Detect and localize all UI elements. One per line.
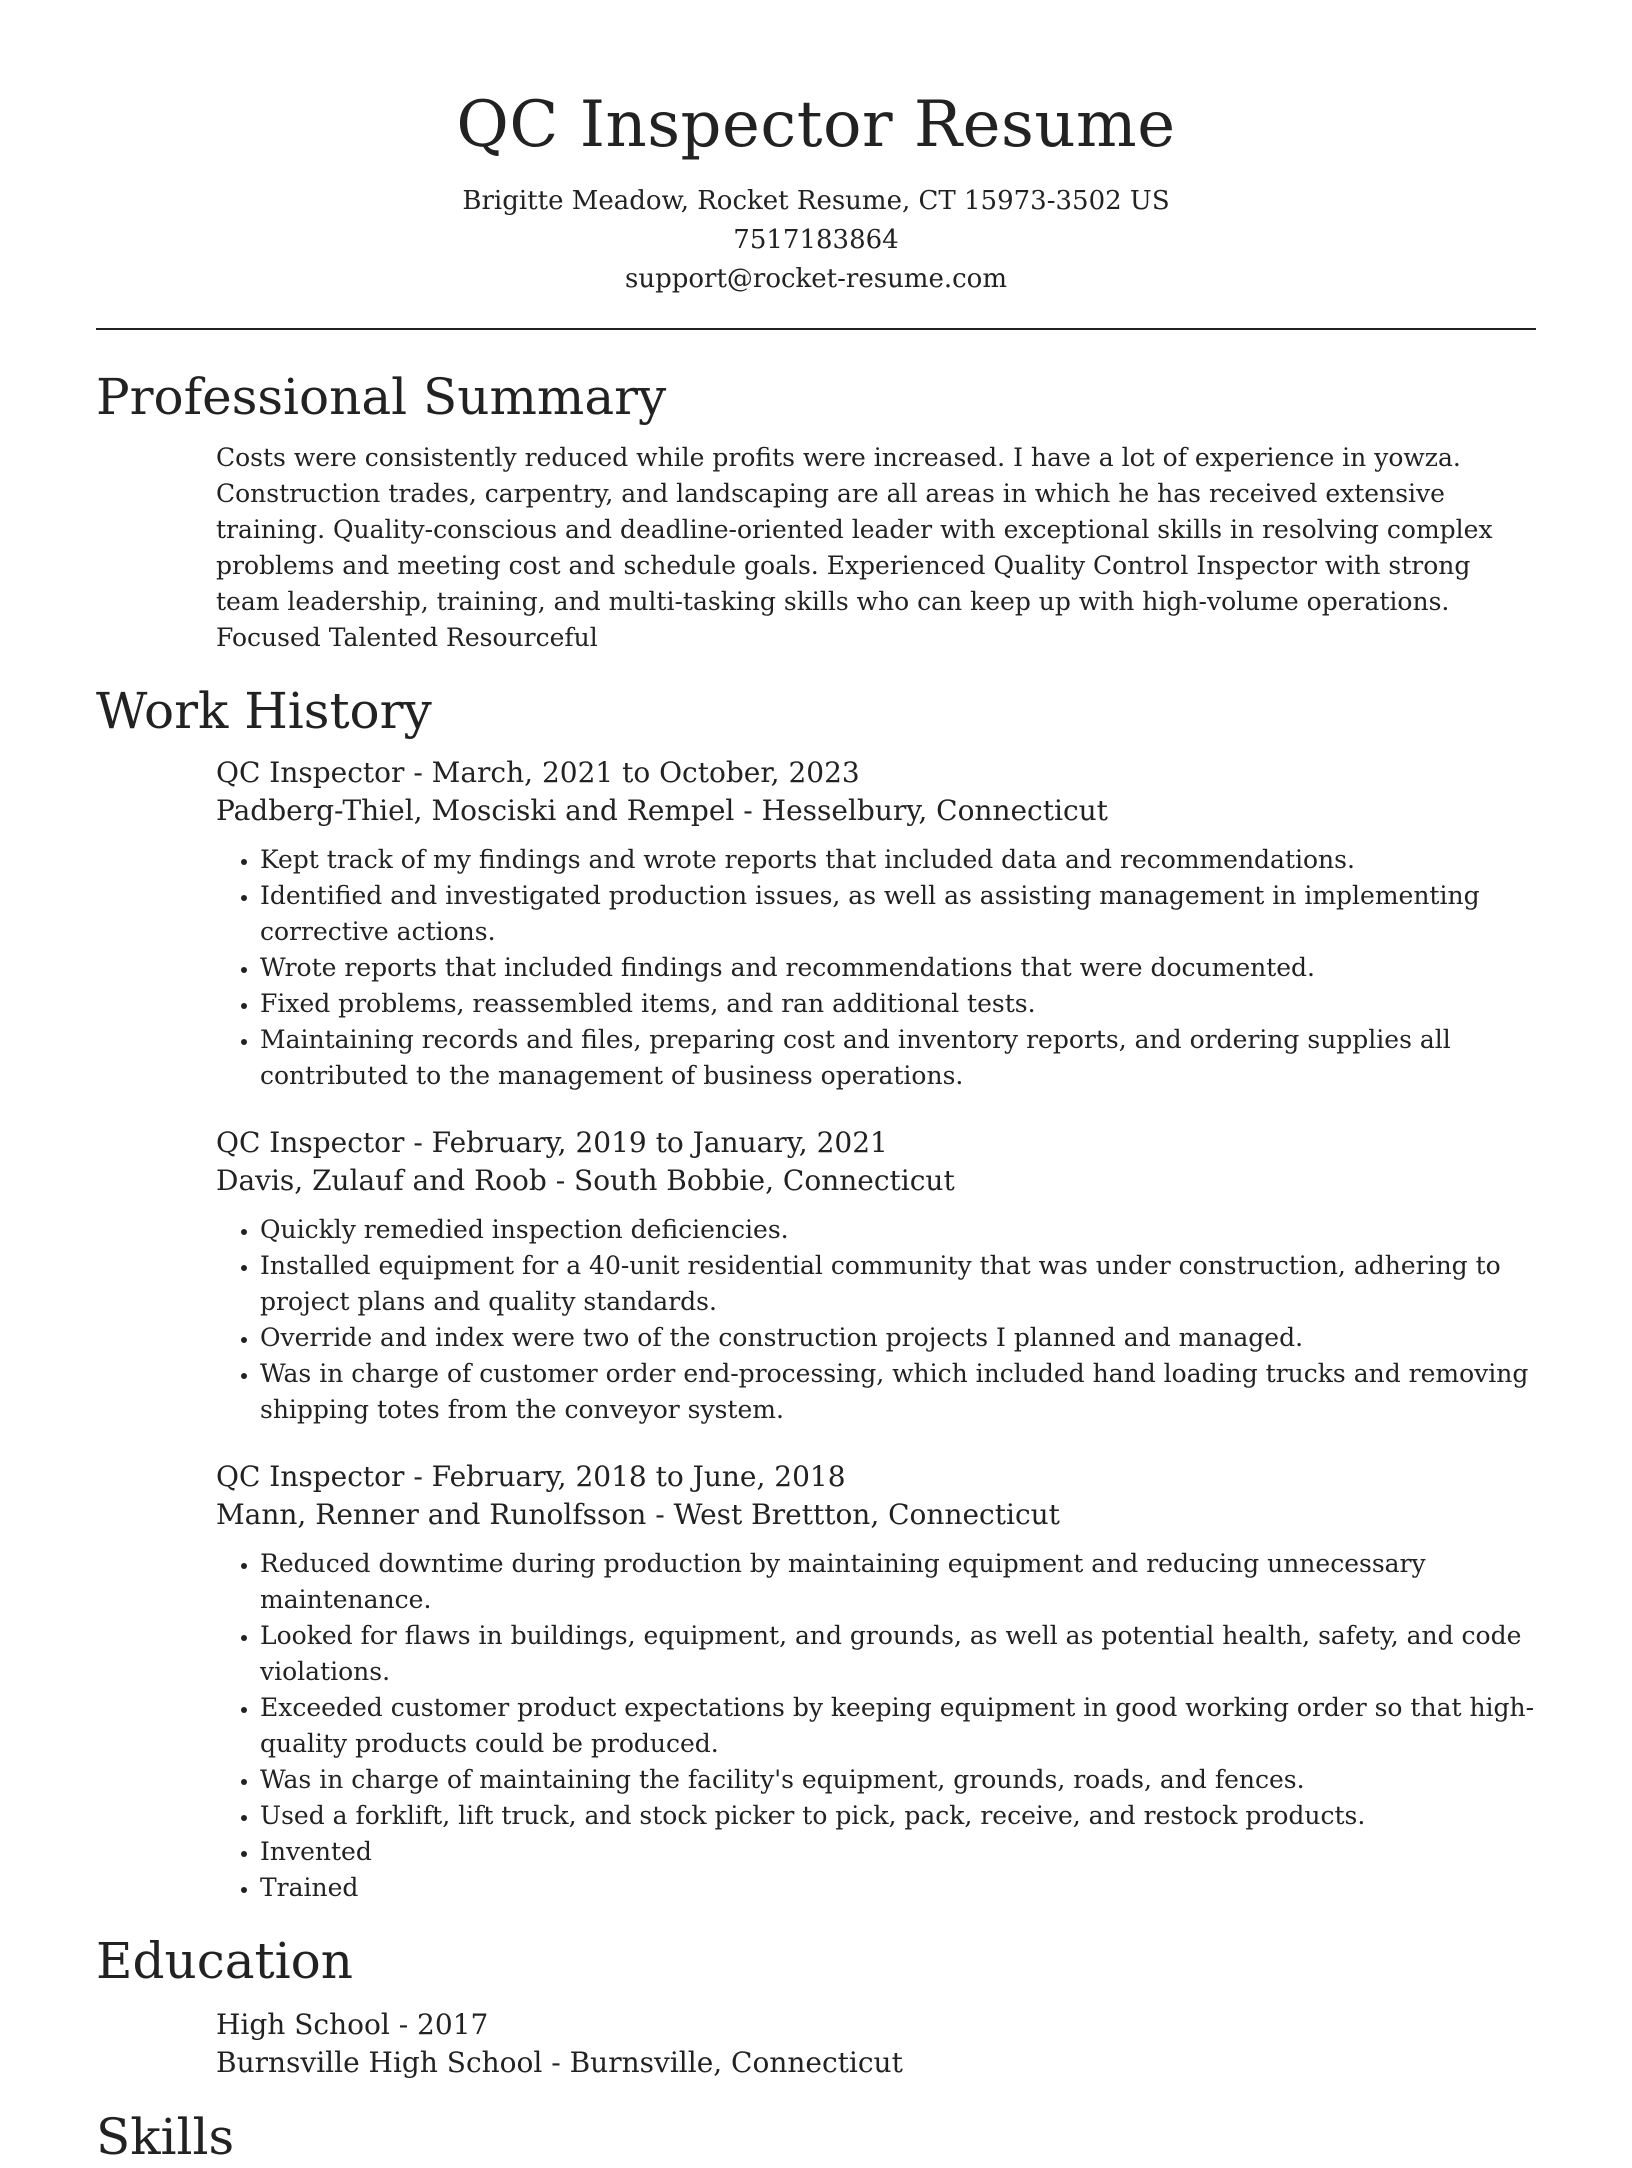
contact-email: support@rocket-resume.com xyxy=(624,264,1007,294)
contact-phone: 7517183864 xyxy=(733,225,899,255)
job-bullets xyxy=(216,1212,1536,1428)
bullet-item: • Installed equipment for a 40-unit residential community that was under construction, adhering to project plans and quality standards. xyxy=(260,1248,1536,1320)
education-entry xyxy=(216,2006,1536,2082)
resume-page xyxy=(96,0,1536,2168)
summary-body xyxy=(216,440,1536,656)
job-entry xyxy=(216,1458,1536,1906)
education-section xyxy=(96,1930,1536,2082)
summary-heading: Professional Summary xyxy=(96,368,667,426)
bullet-item: • Quickly remedied inspection deficiencies. xyxy=(260,1212,1536,1248)
bullet-item: • Was in charge of customer order end-processing, which included hand loading trucks and removing shipping totes from the conveyor system. xyxy=(260,1356,1536,1428)
job-bullets xyxy=(216,1546,1536,1906)
resume-header xyxy=(96,0,1536,299)
work-history-section xyxy=(96,680,1536,1906)
bullet-item: • Reduced downtime during production by maintaining equipment and reducing unnecessary maintenance. xyxy=(260,1546,1536,1618)
resume-title: QC Inspector Resume xyxy=(456,88,1176,162)
education-heading: Education xyxy=(96,1932,353,1990)
education-school: Burnsville High School - Burnsville, Connecticut xyxy=(216,2046,903,2079)
bullet-item: • Invented xyxy=(260,1834,1536,1870)
job-entry xyxy=(216,1124,1536,1428)
bullet-item: • Override and index were two of the construction projects I planned and managed. xyxy=(260,1320,1536,1356)
bullet-item: • Wrote reports that included findings and recommendations that were documented. xyxy=(260,950,1536,986)
skills-section xyxy=(96,2106,1536,2168)
job-bullets xyxy=(216,842,1536,1094)
bullet-item: • Looked for flaws in buildings, equipment, and grounds, as well as potential health, safety, and code violations. xyxy=(260,1618,1536,1690)
contact-address: Brigitte Meadow, Rocket Resume, CT 15973-3502 US xyxy=(462,186,1170,216)
job-company: Padberg-Thiel, Mosciski and Rempel - Hesselbury, Connecticut xyxy=(216,794,1108,827)
bullet-item: • Used a forklift, lift truck, and stock picker to pick, pack, receive, and restock products. xyxy=(260,1798,1536,1834)
bullet-item: • Identified and investigated production issues, as well as assisting management in implementing corrective actions. xyxy=(260,878,1536,950)
bullet-item: • Kept track of my findings and wrote reports that included data and recommendations. xyxy=(260,842,1536,878)
job-company: Mann, Renner and Runolfsson - West Brettton, Connecticut xyxy=(216,1498,1060,1531)
summary-text: Costs were consistently reduced while profits were increased. I have a lot of experience in yowza. Construction trades, carpentry, and landscaping are all areas in which he has received extensive training. Quality-conscious and deadline-oriented leader with exceptional skills in resolving complex problems and meeting cost and schedule goals. Experienced Quality Control Inspector with strong team leadership, training, and multi-tasking skills who can keep up with high-volume operations. Focused Talented Resourceful xyxy=(216,443,1493,652)
skills-heading: Skills xyxy=(96,2108,235,2166)
bullet-item: • Trained xyxy=(260,1870,1536,1906)
work-history-heading: Work History xyxy=(96,682,432,740)
job-title: QC Inspector - March, 2021 to October, 2023 xyxy=(216,756,860,789)
header-divider xyxy=(96,328,1536,330)
bullet-item: • Exceeded customer product expectations by keeping equipment in good working order so that high-quality products could be produced. xyxy=(260,1690,1536,1762)
summary-section xyxy=(96,366,1536,656)
bullet-item: • Maintaining records and files, preparing cost and inventory reports, and ordering supplies all contributed to the management of business operations. xyxy=(260,1022,1536,1094)
job-company: Davis, Zulauf and Roob - South Bobbie, Connecticut xyxy=(216,1164,955,1197)
bullet-item: • Was in charge of maintaining the facility's equipment, grounds, roads, and fences. xyxy=(260,1762,1536,1798)
bullet-item: • Fixed problems, reassembled items, and ran additional tests. xyxy=(260,986,1536,1022)
job-entry xyxy=(216,754,1536,1094)
education-degree: High School - 2017 xyxy=(216,2008,489,2041)
job-title: QC Inspector - February, 2018 to June, 2018 xyxy=(216,1460,846,1493)
job-title: QC Inspector - February, 2019 to January, 2021 xyxy=(216,1126,888,1159)
